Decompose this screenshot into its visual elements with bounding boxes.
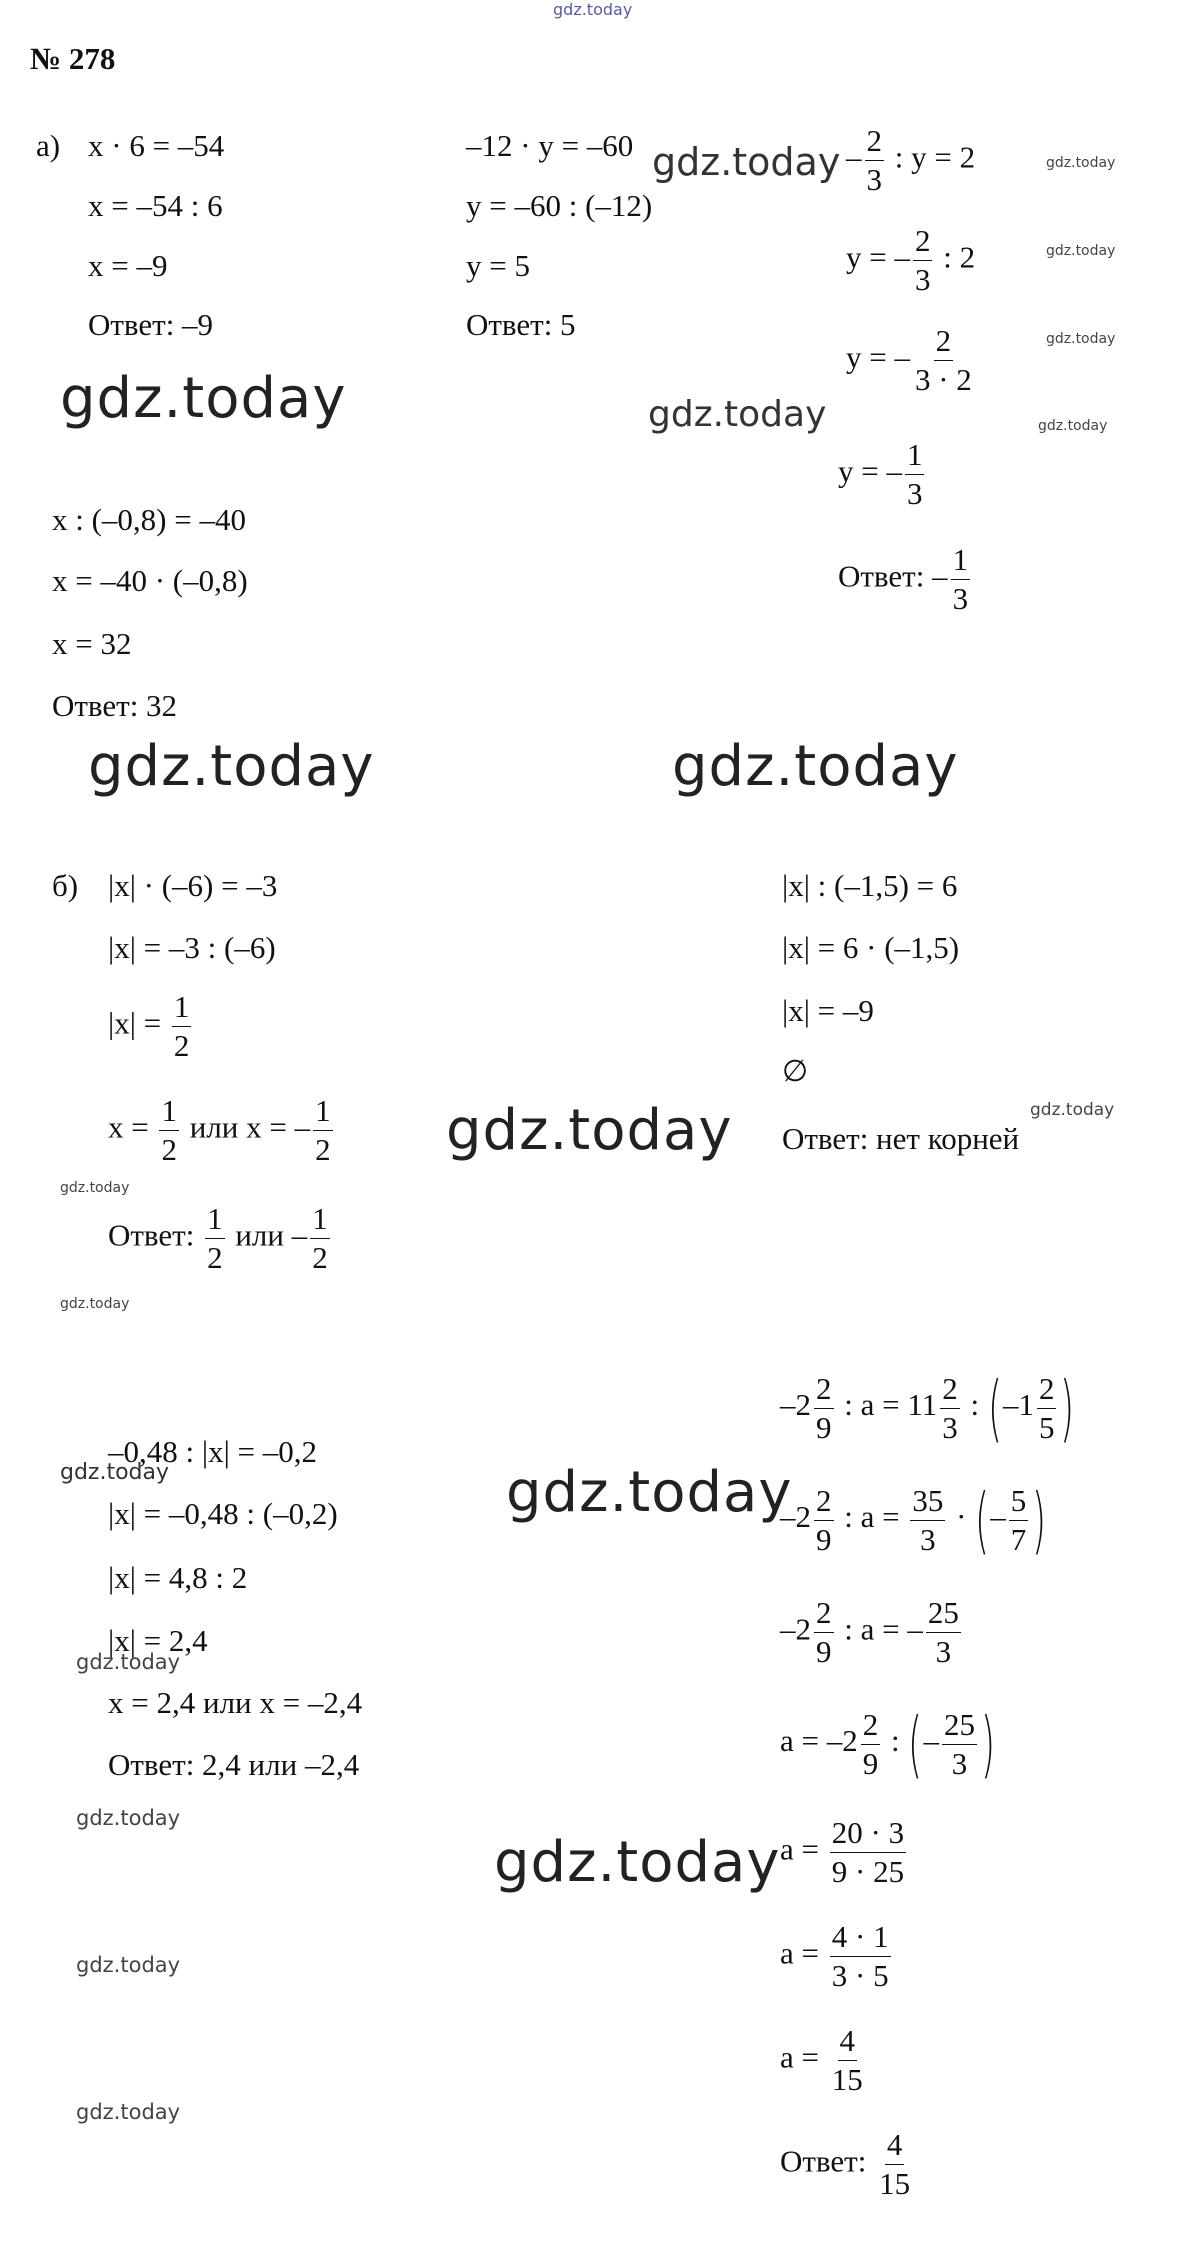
fraction	[814, 1482, 834, 1557]
denominator: 9	[816, 1634, 832, 1669]
equation-line	[780, 2023, 868, 2097]
text: или x = –	[189, 1109, 311, 1145]
paren-open: (	[987, 1366, 1002, 1450]
watermark: gdz.today	[1030, 1100, 1115, 1120]
answer-line: Ответ: 2,4 или –2,4	[108, 1747, 360, 1782]
equation-line: y = –60 : (–12)	[466, 188, 653, 223]
fraction	[905, 437, 925, 511]
fraction	[910, 1482, 945, 1557]
equation-line	[780, 1366, 1076, 1450]
denominator: 3	[906, 476, 923, 511]
numerator: 1	[159, 1096, 179, 1131]
answer-line: Ответ: –9	[88, 307, 214, 342]
text: a =	[780, 2039, 819, 2075]
text: Ответ:	[780, 2143, 867, 2179]
denominator: 3	[951, 1745, 968, 1781]
denominator: 9	[816, 1521, 832, 1557]
equation-line: –0,48 : |x| = –0,2	[108, 1434, 318, 1469]
watermark: gdz.today	[76, 2100, 181, 2124]
text: –	[923, 1723, 939, 1759]
numerator: 1	[313, 1096, 333, 1131]
numerator: 1	[951, 545, 971, 580]
text: |x| =	[108, 1005, 162, 1041]
equation-line	[846, 323, 977, 397]
equation-line: |x| = 2,4	[108, 1623, 208, 1658]
denominator: 3	[866, 162, 882, 197]
text: –	[990, 1499, 1006, 1535]
fraction	[172, 989, 192, 1063]
denominator: 9	[816, 1409, 832, 1445]
answer-line: Ответ: нет корней	[782, 1121, 1020, 1156]
equation-line	[108, 989, 194, 1063]
denominator: 2	[173, 1028, 190, 1063]
text: :	[891, 1723, 900, 1759]
denominator: 2	[161, 1132, 177, 1167]
denominator: 9	[862, 1745, 879, 1781]
denominator: 7	[1010, 1521, 1027, 1557]
watermark: gdz.today	[648, 394, 827, 435]
watermark: gdz.today	[76, 1953, 181, 1977]
text: y = –	[846, 339, 910, 375]
answer-line: Ответ: 5	[466, 307, 576, 342]
equation-line	[846, 223, 976, 297]
paren-close: )	[1032, 1478, 1047, 1562]
numerator: 1	[172, 992, 192, 1027]
text: или –	[235, 1217, 308, 1253]
numerator: 2	[1037, 1374, 1057, 1409]
denominator: 2	[207, 1240, 223, 1275]
fraction	[861, 1706, 881, 1781]
answer-line	[108, 1201, 333, 1275]
text: :	[970, 1387, 980, 1423]
equation-line: x = –40 · (–0,8)	[52, 563, 248, 598]
fraction	[1037, 1370, 1057, 1445]
numerator: 1	[905, 440, 925, 475]
watermark: gdz.today	[60, 366, 347, 431]
fraction	[814, 1370, 834, 1445]
equation-line: |x| = –0,48 : (–0,2)	[108, 1496, 338, 1531]
watermark: gdz.today	[60, 1180, 130, 1196]
equation-line	[780, 1815, 909, 1889]
fraction	[313, 1093, 333, 1167]
equation-line: |x| · (–6) = –3	[108, 868, 278, 903]
numerator: 25	[926, 1598, 961, 1633]
fraction	[942, 1706, 977, 1781]
watermark: gdz.today	[446, 1098, 733, 1163]
watermark: gdz.today	[506, 1460, 793, 1525]
denominator: 5	[1038, 1409, 1055, 1445]
denominator: 3	[914, 262, 931, 297]
fraction	[877, 2127, 912, 2201]
denominator: 2	[315, 1132, 331, 1167]
denominator: 9 · 25	[831, 1854, 905, 1889]
equation-line	[780, 1595, 964, 1669]
watermark: gdz.today	[1046, 155, 1116, 171]
numerator: 2	[814, 1598, 834, 1633]
page-title: № 278	[30, 41, 116, 76]
text: x =	[108, 1109, 149, 1145]
text: a = –2	[780, 1723, 858, 1759]
denominator: 15	[879, 2166, 911, 2201]
watermark-top: gdz.today	[553, 0, 633, 19]
numerator: 4	[838, 2026, 858, 2061]
equation-line: x = 32	[52, 626, 132, 661]
numerator: 5	[1009, 1486, 1029, 1521]
denominator: 3	[935, 1634, 952, 1669]
fraction	[913, 323, 974, 397]
denominator: 3	[920, 1521, 936, 1557]
fraction	[913, 223, 933, 297]
numerator: 2	[861, 1710, 881, 1745]
watermark: gdz.today	[76, 1650, 181, 1674]
text: : a = 11	[844, 1387, 938, 1423]
equation-line: y = 5	[466, 248, 530, 283]
equation-line: |x| : (–1,5) = 6	[782, 868, 958, 903]
fraction	[814, 1595, 834, 1669]
denominator: 2	[312, 1240, 328, 1275]
fraction	[865, 123, 885, 197]
text: ·	[956, 1499, 967, 1535]
numerator: 4	[885, 2130, 905, 2165]
numerator: 2	[940, 1374, 960, 1409]
equation-line: x = –54 : 6	[88, 188, 223, 223]
paren-close: )	[1060, 1366, 1075, 1450]
equation-line	[780, 1919, 894, 1993]
text: y = –	[838, 453, 902, 489]
denominator: 3 · 2	[914, 362, 972, 397]
denominator: 3	[952, 581, 969, 616]
part-b-label: б)	[52, 868, 79, 903]
denominator: 3	[942, 1409, 958, 1445]
empty-set-symbol: ∅	[782, 1054, 809, 1089]
numerator: 1	[205, 1204, 225, 1239]
fraction	[830, 1815, 906, 1889]
fraction	[926, 1595, 961, 1669]
text: a =	[780, 1935, 819, 1971]
equation-line: x · 6 = –54	[88, 128, 225, 163]
numerator: 35	[910, 1486, 945, 1521]
numerator: 4 · 1	[830, 1922, 891, 1957]
denominator: 15	[831, 2062, 863, 2097]
watermark: gdz.today	[652, 140, 841, 184]
equation-line: |x| = –3 : (–6)	[108, 930, 276, 965]
text: : a =	[844, 1499, 900, 1535]
equation-line	[780, 1478, 1047, 1562]
numerator: 2	[913, 226, 933, 261]
equation-line	[780, 1702, 996, 1786]
text: a =	[780, 1831, 819, 1867]
text: Ответ: –	[838, 558, 948, 594]
numerator: 2	[814, 1374, 834, 1409]
fraction	[940, 1370, 960, 1445]
text: –2	[780, 1387, 811, 1423]
text: Ответ:	[108, 1217, 195, 1253]
text: : 2	[943, 239, 976, 275]
answer-line	[780, 2127, 915, 2201]
watermark: gdz.today	[60, 1296, 130, 1312]
text: –2	[780, 1611, 811, 1647]
watermark: gdz.today	[88, 734, 375, 799]
watermark: gdz.today	[1046, 331, 1116, 347]
fraction	[830, 2023, 865, 2097]
equation-line: x = 2,4 или x = –2,4	[108, 1685, 363, 1720]
equation-line	[846, 123, 976, 197]
fraction	[1009, 1482, 1029, 1557]
fraction	[205, 1201, 225, 1275]
text: : a = –	[844, 1611, 923, 1647]
paren-open: (	[975, 1478, 990, 1562]
paren-close: )	[980, 1702, 996, 1786]
watermark: gdz.today	[76, 1806, 181, 1830]
fraction	[951, 542, 971, 616]
equation-line: x : (–0,8) = –40	[52, 502, 246, 537]
numerator: 2	[934, 326, 954, 361]
text: –2	[780, 1499, 811, 1535]
equation-line: x = –9	[88, 248, 168, 283]
watermark: gdz.today	[672, 734, 959, 799]
denominator: 3 · 5	[831, 1958, 889, 1993]
equation-line: |x| = 4,8 : 2	[108, 1560, 248, 1595]
text: y = –	[846, 239, 910, 275]
text: –	[846, 139, 862, 175]
watermark: gdz.today	[1038, 418, 1108, 434]
equation-line: |x| = –9	[782, 993, 874, 1028]
equation-line: |x| = 6 · (–1,5)	[782, 930, 960, 965]
watermark: gdz.today	[60, 1460, 170, 1485]
numerator: 1	[310, 1204, 330, 1239]
answer-line	[838, 542, 973, 616]
numerator: 2	[865, 126, 885, 161]
numerator: 25	[942, 1710, 977, 1745]
numerator: 20 · 3	[830, 1818, 906, 1853]
equation-line	[108, 1093, 336, 1167]
paren-open: (	[908, 1702, 923, 1786]
fraction	[159, 1093, 179, 1167]
equation-line	[838, 437, 927, 511]
numerator: 2	[814, 1486, 834, 1521]
fraction	[310, 1201, 330, 1275]
fraction	[830, 1919, 891, 1993]
watermark: gdz.today	[494, 1830, 781, 1895]
answer-line: Ответ: 32	[52, 688, 178, 723]
watermark: gdz.today	[1046, 243, 1116, 259]
equation-line: –12 · y = –60	[466, 128, 634, 163]
text: –1	[1002, 1387, 1034, 1423]
text: : y = 2	[894, 139, 976, 175]
part-a-label: а)	[36, 128, 61, 163]
